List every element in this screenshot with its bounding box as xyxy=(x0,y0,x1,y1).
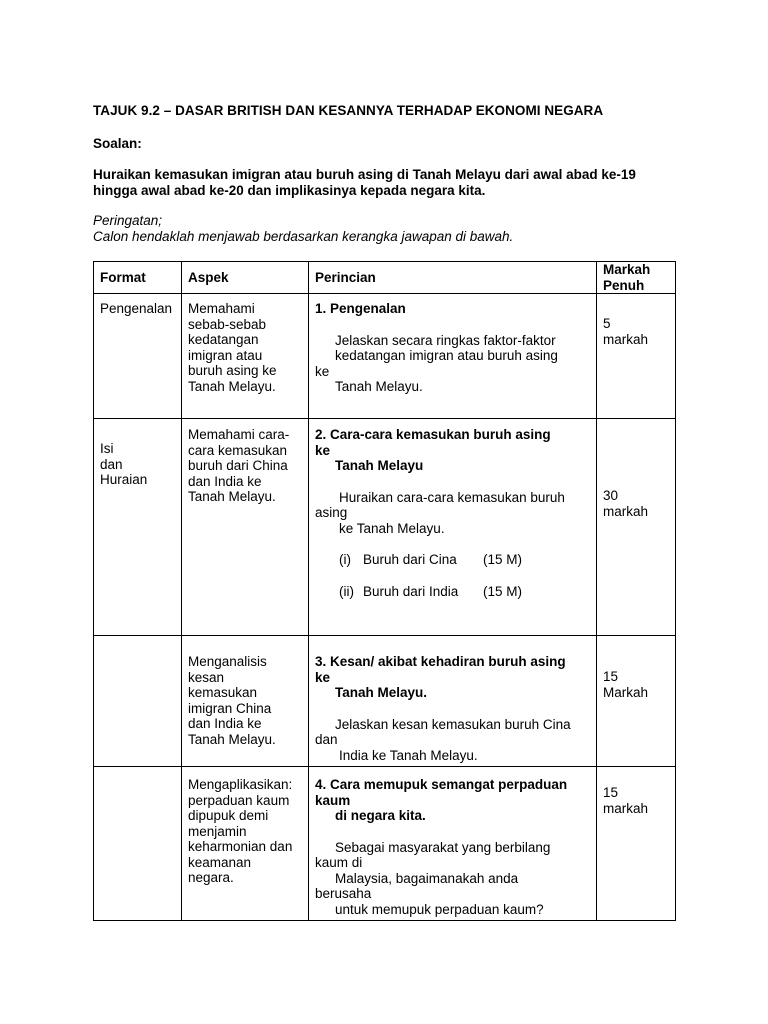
aspek-line: Tanah Melayu. xyxy=(188,378,276,394)
perincian-heading: Tanah Melayu. xyxy=(335,685,428,700)
soalan-label: Soalan: xyxy=(93,136,142,151)
header-format-label: Format xyxy=(100,270,146,285)
perincian-text xyxy=(309,636,596,763)
perincian-cell xyxy=(309,636,597,767)
header-aspek-label: Aspek xyxy=(188,270,229,285)
markah-text xyxy=(597,419,675,519)
perincian-line: asing xyxy=(315,505,348,520)
sub-item-mark: (15 M) xyxy=(483,552,523,567)
note-line: Calon hendaklah menjawab berdasarkan kerangka jawapan di bawah. xyxy=(93,229,514,244)
aspek-line: sebab-sebab xyxy=(188,316,267,332)
perincian-text xyxy=(309,294,596,395)
markah-value: 15 xyxy=(603,785,619,800)
sub-item-number: (ii) xyxy=(339,583,354,599)
sub-item-number: (i) xyxy=(339,552,351,567)
perincian-line: Jelaskan kesan kemasukan buruh Cina xyxy=(335,716,571,732)
table-row xyxy=(94,636,676,767)
aspek-line: Memahami xyxy=(188,301,255,316)
aspek-line: Tanah Melayu. xyxy=(188,489,276,504)
perincian-heading: di negara kita. xyxy=(335,808,426,823)
table-row xyxy=(94,294,676,419)
markah-text xyxy=(597,767,675,816)
markah-cell xyxy=(597,294,676,419)
markah-value: 30 xyxy=(603,488,619,503)
aspek-line: dan India ke xyxy=(188,716,262,731)
perincian-cell xyxy=(309,294,597,419)
format-line: Huraian xyxy=(100,472,148,487)
aspek-line: kemasukan xyxy=(188,685,258,700)
aspek-line: Tanah Melayu. xyxy=(188,731,276,747)
perincian-text xyxy=(309,767,596,917)
aspek-line: negara. xyxy=(188,870,234,885)
sub-item-text: Buruh dari Cina xyxy=(363,552,457,567)
header-cell-format xyxy=(94,262,182,294)
perincian-line: untuk memupuk perpaduan kaum? xyxy=(335,901,544,917)
format-cell xyxy=(94,419,182,636)
markah-text xyxy=(597,636,675,700)
perincian-cell xyxy=(309,767,597,921)
perincian-line: Malaysia, bagaimanakah anda xyxy=(335,870,519,886)
perincian-heading: 3. Kesan/ akibat kehadiran buruh asing xyxy=(315,654,566,669)
format-label xyxy=(94,419,181,488)
table-header-row xyxy=(94,262,676,294)
aspek-cell xyxy=(182,294,309,419)
perincian-line: Sebagai masyarakat yang berbilang xyxy=(335,839,551,855)
perincian-line: Huraikan cara-cara kemasukan buruh xyxy=(339,489,565,505)
aspek-line: menjamin xyxy=(188,823,247,839)
aspek-line: perpaduan kaum xyxy=(188,792,290,808)
markah-text xyxy=(597,294,675,347)
header-cell-perincian xyxy=(309,262,597,294)
aspek-line: imigran atau xyxy=(188,347,263,363)
format-label: Pengenalan xyxy=(100,301,173,316)
header-cell-aspek xyxy=(182,262,309,294)
markah-unit: Markah xyxy=(603,684,649,700)
note-text xyxy=(93,213,693,245)
sub-item-text: Buruh dari India xyxy=(363,583,459,599)
perincian-line: dan xyxy=(315,732,338,747)
sub-item xyxy=(315,552,590,568)
header-markah-line: Markah xyxy=(603,262,651,277)
aspek-cell xyxy=(182,767,309,921)
format-cell xyxy=(94,767,182,921)
markah-value: 15 xyxy=(603,669,619,684)
sub-item xyxy=(315,584,590,600)
perincian-line: India ke Tanah Melayu. xyxy=(339,747,478,763)
perincian-text xyxy=(309,419,596,599)
perincian-line: Jelaskan secara ringkas faktor-faktor xyxy=(335,332,556,348)
perincian-heading: ke xyxy=(315,669,331,685)
format-line: Isi xyxy=(100,441,114,456)
aspek-line: Memahami cara- xyxy=(188,427,290,442)
header-markah-line: Penuh xyxy=(603,277,645,293)
aspek-line: imigran China xyxy=(188,700,272,716)
perincian-line: ke Tanah Melayu. xyxy=(339,520,445,536)
header-markah-label xyxy=(597,262,675,293)
table-row xyxy=(94,419,676,636)
header-perincian-label: Perincian xyxy=(315,270,376,285)
aspek-line: dan India ke xyxy=(188,473,262,489)
aspek-text xyxy=(182,294,308,394)
answer-framework-table xyxy=(93,261,676,921)
sub-item-mark: (15 M) xyxy=(483,583,523,599)
perincian-line: kaum di xyxy=(315,855,363,870)
aspek-line: keamanan xyxy=(188,854,252,870)
markah-cell xyxy=(597,419,676,636)
markah-unit: markah xyxy=(603,331,649,347)
perincian-heading: 4. Cara memupuk semangat perpaduan xyxy=(315,777,568,792)
markah-cell xyxy=(597,636,676,767)
aspek-text xyxy=(182,636,308,747)
header-cell-markah xyxy=(597,262,676,294)
perincian-line: Tanah Melayu. xyxy=(335,379,423,394)
question-line: Huraikan kemasukan imigran atau buruh asing di Tanah Melayu dari awal abad ke-19 xyxy=(93,167,636,182)
aspek-line: Mengaplikasikan: xyxy=(188,777,293,792)
document-title: TAJUK 9.2 – DASAR BRITISH DAN KESANNYA TERHADAP EKONOMI NEGARA xyxy=(93,103,604,118)
aspek-line: kedatangan xyxy=(188,332,259,347)
perincian-line: kedatangan imigran atau buruh asing xyxy=(335,348,558,363)
perincian-heading: 1. Pengenalan xyxy=(315,301,406,316)
aspek-line: kesan xyxy=(188,669,225,685)
aspek-line: keharmonian dan xyxy=(188,839,293,854)
aspek-cell xyxy=(182,419,309,636)
markah-unit: markah xyxy=(603,800,649,816)
markah-value: 5 xyxy=(603,316,611,331)
markah-cell xyxy=(597,767,676,921)
format-cell xyxy=(94,636,182,767)
perincian-cell xyxy=(309,419,597,636)
table-row xyxy=(94,767,676,921)
format-cell xyxy=(94,294,182,419)
markah-unit: markah xyxy=(603,503,649,519)
aspek-line: buruh asing ke xyxy=(188,363,277,378)
aspek-line: Menganalisis xyxy=(188,654,267,669)
question-line: hingga awal abad ke-20 dan implikasinya kepada negara kita. xyxy=(93,183,486,198)
aspek-text xyxy=(182,767,308,886)
perincian-heading: ke xyxy=(315,442,331,458)
perincian-heading: kaum xyxy=(315,792,351,808)
aspek-cell xyxy=(182,636,309,767)
aspek-line: buruh dari China xyxy=(188,458,288,473)
perincian-heading: 2. Cara-cara kemasukan buruh asing xyxy=(315,427,551,442)
format-line: dan xyxy=(100,456,123,472)
aspek-line: cara kemasukan xyxy=(188,442,288,458)
perincian-line: ke xyxy=(315,363,330,379)
aspek-line: dipupuk demi xyxy=(188,808,269,823)
perincian-heading: Tanah Melayu xyxy=(335,458,424,473)
question-text xyxy=(93,167,693,199)
aspek-text xyxy=(182,419,308,505)
perincian-line: berusaha xyxy=(315,886,372,901)
note-label: Peringatan; xyxy=(93,213,163,228)
